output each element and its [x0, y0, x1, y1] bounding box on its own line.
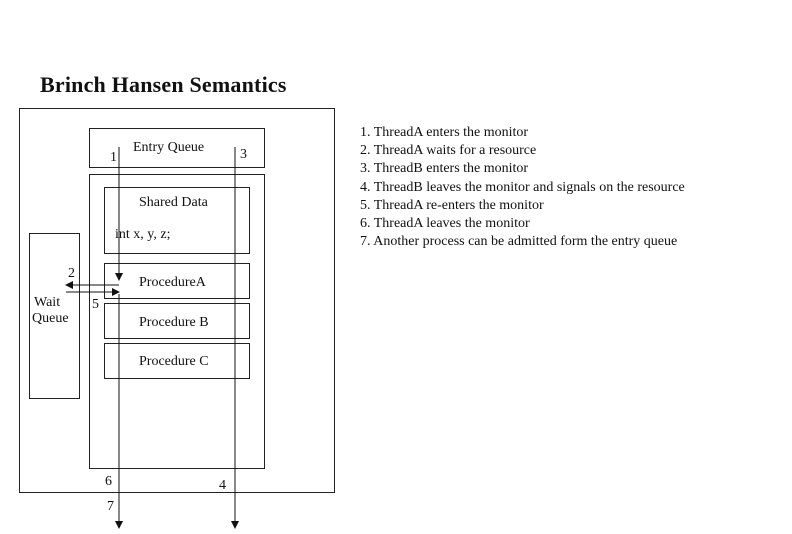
procedure-a-label: ProcedureA	[139, 275, 206, 290]
wait-queue-label-line1: Wait	[34, 295, 61, 310]
diagram-title: Brinch Hansen Semantics	[40, 72, 287, 97]
marker-7: 7	[107, 499, 114, 514]
procedure-c-label: Procedure C	[139, 354, 209, 369]
marker-5: 5	[92, 297, 99, 312]
shared-data-label: Shared Data	[139, 195, 208, 210]
step-7: 7. Another process can be admitted form the entry queue	[360, 234, 678, 250]
wait-queue-label-line2: Queue	[32, 311, 69, 326]
step-4: 4. ThreadB leaves the monitor and signals on the resource	[360, 179, 685, 195]
step-1: 1. ThreadA enters the monitor	[360, 125, 529, 140]
marker-4: 4	[219, 478, 226, 493]
step-3: 3. ThreadB enters the monitor	[360, 161, 529, 177]
marker-2: 2	[68, 266, 75, 281]
entry-queue-label: Entry Queue	[133, 140, 205, 155]
step-6: 6. ThreadA leaves the monitor	[360, 216, 530, 232]
shared-vars-label: int x, y, z;	[115, 227, 171, 242]
marker-6: 6	[105, 474, 112, 489]
marker-1: 1	[110, 150, 117, 165]
procedure-b-label: Procedure B	[139, 315, 209, 330]
steps-list	[360, 124, 685, 251]
marker-3: 3	[240, 147, 247, 162]
step-2: 2. ThreadA waits for a resource	[360, 143, 537, 159]
step-5: 5. ThreadA re-enters the monitor	[360, 197, 544, 213]
